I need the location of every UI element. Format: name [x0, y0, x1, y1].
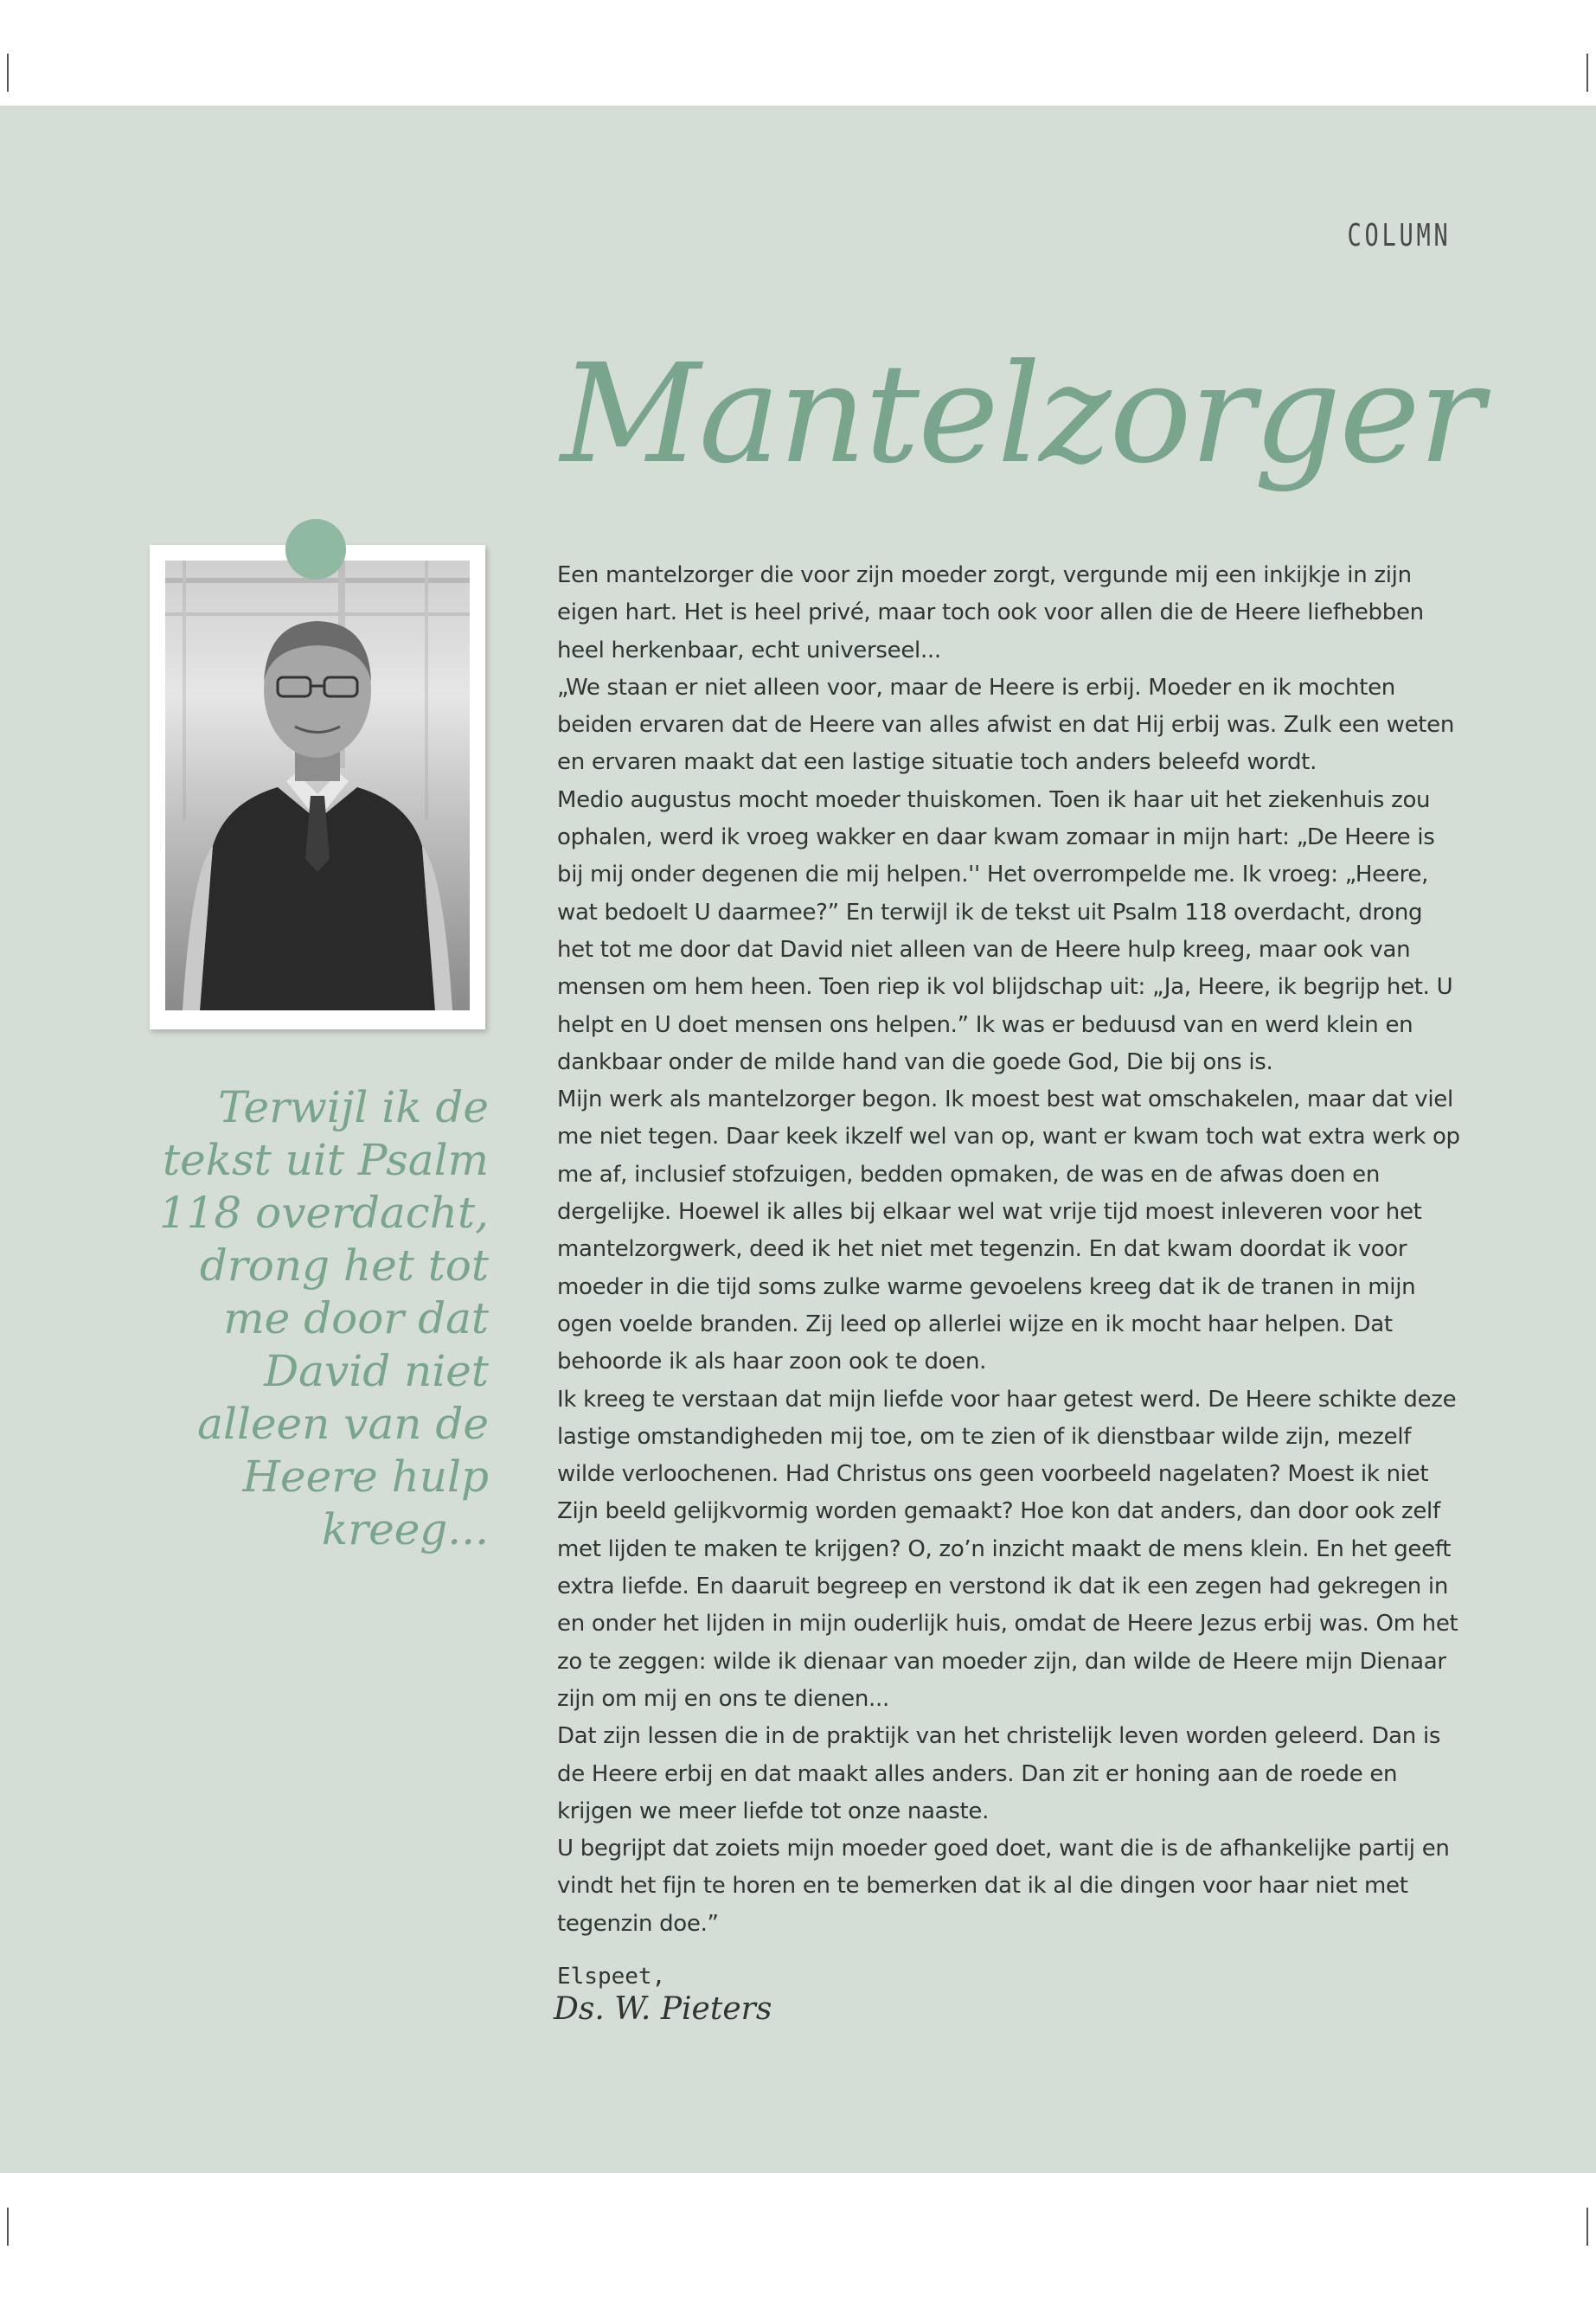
crop-mark [1586, 2208, 1588, 2246]
author-photo [165, 561, 470, 1010]
pin-dot-icon [285, 519, 346, 580]
pullquote: Terwijl ik de tekst uit Psalm 118 overdacht, drong het tot me door dat David niet alleen van de Heere hulp kreeg... [158, 1082, 489, 1554]
paragraph: Mijn werk als mantelzorger begon. Ik moest best wat omschakelen, maar dat viel me niet tegen. Daar keek ikzelf wel van op, want er kwam toch wat extra werk op me af, inclusief stofzuigen, bedden opmaken, de was en de afwas doen en dergelijke. Hoewel ik alles bij elkaar wel wat vrije tijd moest inleveren voor het mantelzorgwerk, deed ik het niet met tegenzin. En dat kwam doordat ik voor moeder in die tijd soms zulke warme gevoelens kreeg dat ik de tranen in mijn ogen voelde branden. Zij leed op allerlei wijze en ik mocht haar helpen. Dat behoorde ik als haar zoon ook te doen. [557, 1086, 1460, 1375]
paragraph: Een mantelzorger die voor zijn moeder zorgt, vergunde mij een inkijkje in zijn eigen hart. Het is heel privé, maar toch ook voor allen die de Heere liefhebben heel herkenbaar, echt universeel... [557, 562, 1424, 663]
paragraph: „We staan er niet alleen voor, maar de Heere is erbij. Moeder en ik mochten beiden ervaren dat de Heere van alles afwist en dat Hij erbij was. Zulk een weten en ervaren maakt dat een lastige situatie toch anders beleefd wordt. [557, 674, 1455, 776]
article-title: Mantelzorger [561, 335, 1483, 494]
author-portrait-image [165, 561, 470, 1010]
place-line: Elspeet, [557, 1964, 666, 1990]
crop-mark [7, 54, 9, 92]
paragraph: U begrijpt dat zoiets mijn moeder goed doet, want die is de afhankelijke partij en vindt het fijn te horen en te bemerken dat ik al die dingen voor haar niet met tegenzin doe.” [557, 1836, 1450, 1937]
author-photo-frame [150, 545, 485, 1029]
article-body [557, 557, 1461, 1943]
crop-mark [1586, 54, 1588, 92]
paragraph: Dat zijn lessen die in de praktijk van het christelijk leven worden geleerd. Dan is de Heere erbij en dat maakt alles anders. Dan zit er honing aan de roede en krijgen we meer liefde tot onze naaste. [557, 1723, 1441, 1824]
paragraph: Medio augustus mocht moeder thuiskomen. Toen ik haar uit het ziekenhuis zou ophalen, werd ik vroeg wakker en daar kwam zomaar in mijn hart: „De Heere is bij mij onder degenen die mij helpen.'' Het overrompelde me. Ik vroeg: „Heere, wat bedoelt U daarmee?” En terwijl ik de tekst uit Psalm 118 overdacht, drong het tot me door dat David niet alleen van de Heere hulp kreeg, maar ook van mensen om hem heen. Toen riep ik vol blijdschap uit: „Ja, Heere, ik begrijp het. U helpt en U doet mensen ons helpen.” Ik was er beduusd van en werd klein en dankbaar onder de milde hand van die goede God, Die bij ons is. [557, 786, 1453, 1075]
author-signature: Ds. W. Pieters [554, 1991, 772, 2027]
crop-mark [7, 2208, 9, 2246]
section-label: COLUMN [1347, 218, 1452, 253]
paragraph: Ik kreeg te verstaan dat mijn liefde voor haar getest werd. De Heere schikte deze lastige omstandigheden mij toe, om te zien of ik dienstbaar wilde zijn, mezelf wilde verloochenen. Had Christus ons geen voorbeeld nagelaten? Moest ik niet Zijn beeld gelijkvormig worden gemaakt? Hoe kon dat anders, dan door ook zelf met lijden te maken te krijgen? O, zo’n inzicht maakt de mens klein. En het geeft extra liefde. En daaruit begreep en verstond ik dat ik een zegen had gekregen in en onder het lijden in mijn ouderlijk huis, omdat de Heere Jezus erbij was. Om het zo te zeggen: wilde ik dienaar van moeder zijn, dan wilde de Heere mijn Dienaar zijn om mij en ons te dienen... [557, 1386, 1458, 1712]
